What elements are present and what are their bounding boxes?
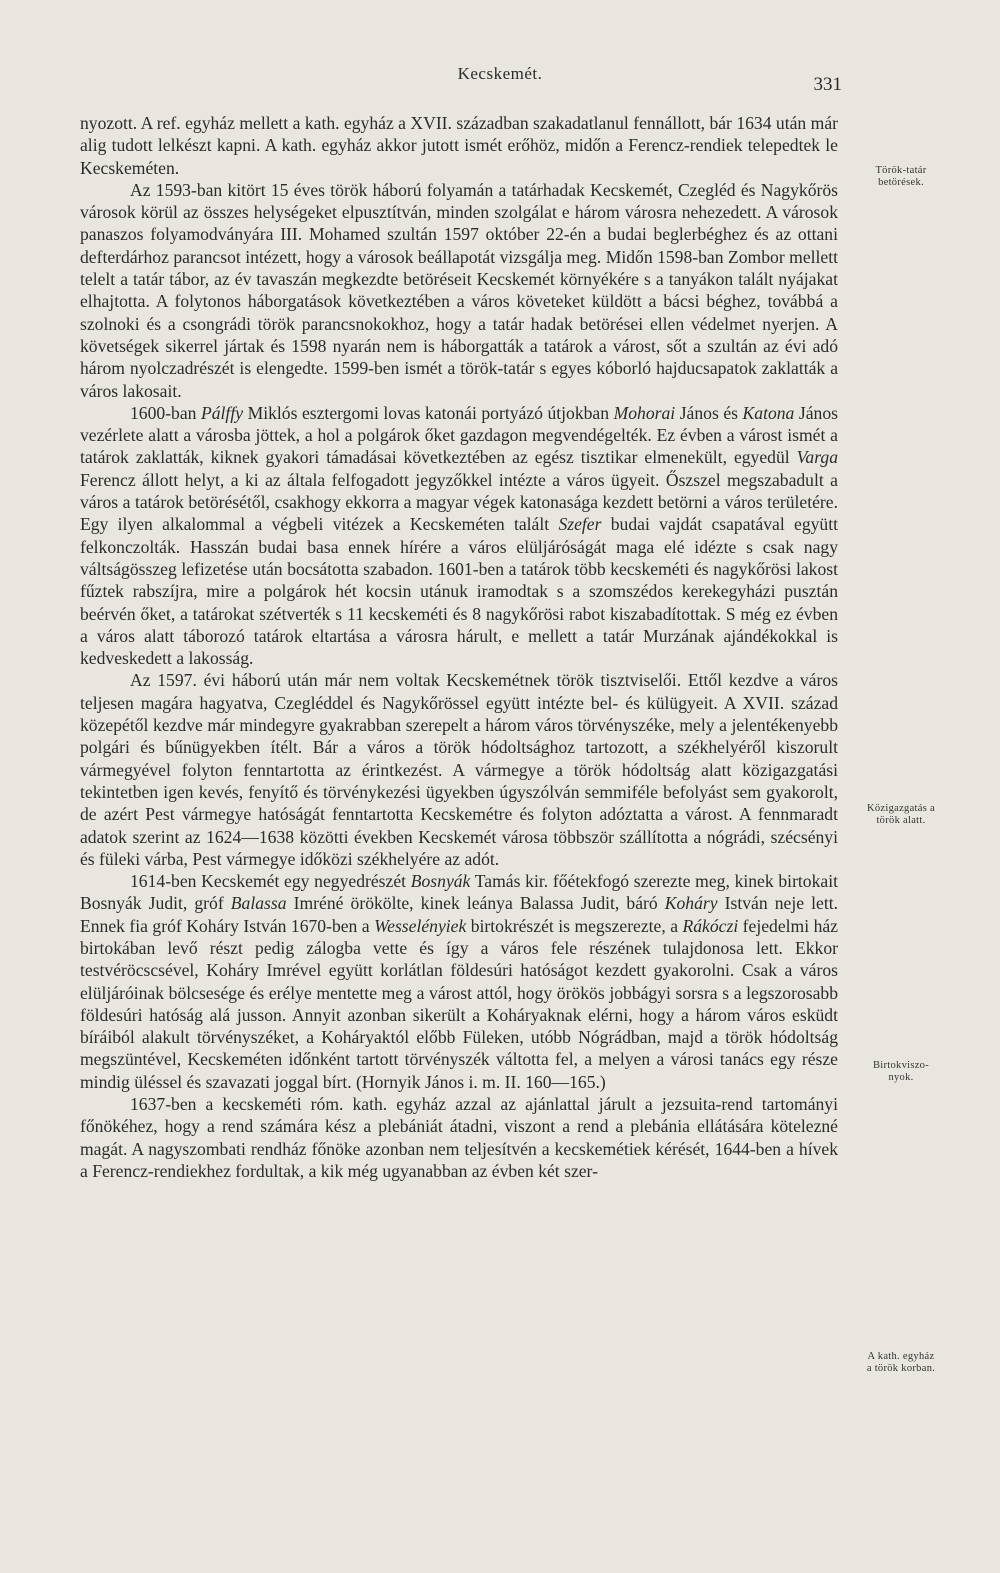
text-run: István neje lett. Ennek fia gróf Koháry István 1670-ben a (80, 893, 839, 936)
text-run: nyozott. A ref. egyház mellett a kath. egyház a XVII. században szakadatlanul fennállott, bár 1634 után már alig tudott lelkészt kapni. A kath. egyház akkor jutott ismét erőhöz, midőn a Ferencz-rendiek telepedtek le Kecskeméten. (80, 113, 838, 178)
italic-name: Szefer (558, 514, 602, 535)
side-note-catholic-church (842, 1351, 960, 1375)
italic-name: Varga (796, 447, 838, 468)
text-run: budai vajdát csapatával együtt felkonczolták. Hasszán budai basa ennek hírére a város elüljáróságát maga elé idézte s csak nagy váltságösszeg lefizetése után bocsátotta szabadon. 1601-ben a tatárok több kecskeméti és nagykőrösi lakost fűztek rabszíjra, mire a polgárok hét kocsin utánuk iramodtak s a szomszédos kerekegyházi pusztán beérvén őket, a tatárokat szétverték s 11 kecskeméti és 8 nagykőrösi rabot kiszabadítottak. S még ez évben a város alatt táborozó tatárok eltartása a városra hárult, e mellett a tatár Murzának ajándékokkal is kedveskedett a lakosság. (80, 514, 838, 669)
side-note-line: a török korban. (866, 1363, 936, 1374)
paragraph (80, 402, 838, 670)
side-note-administration (842, 803, 960, 827)
side-note-line: Török-tatár (875, 165, 927, 176)
side-note-line: nyok. (888, 1072, 914, 1083)
side-note-estates (842, 1060, 960, 1084)
running-title: Kecskemét. (457, 64, 543, 83)
text-run: 1637-ben a kecskeméti róm. kath. egyház azzal az ajánlattal járult a jezsuita-rend tartományi főnökéhez, hogy a rend számára kész a plebániát átadni, viszont a rend a plebánia ellátására kötelezné magát. A nagyszombati rendház főnöke azonban nem teljesítvén a kecskemétiek kérését, 1644-ben a hívek a Ferencz-rendiekhez fordultak, a kik még ugyanabban az évben két szer- (80, 1094, 838, 1181)
text-run: Tamás kir. főétekfogó szerezte meg, kinek birtokait Bosnyák Judit, gróf (80, 871, 838, 914)
text-run: János vezérlete alatt a városba jöttek, a hol a polgárok őket gazdagon megvendégelték. Ez évben a várost ismét a tatárok zaklatták, kiknek gyakori támadásai következtében az egész tisztikar elmenekült, egyedül (80, 402, 838, 468)
side-note-line: Közigazgatás a (866, 803, 936, 814)
text-run: birtokrészét is megszerezte, a (466, 915, 683, 936)
paragraph (80, 669, 838, 870)
body-text (80, 112, 838, 1182)
text-run: Az 1593-ban kitört 15 éves török háború folyamán a tatárhadak Kecskemét, Czegléd és Nagykőrös városok körül az összes helységeket elpusztítván, minden szolgálat e három városra nehezedett. A városok panaszos folyamodványára III. Mohamed szultán 1597 október 22-én a budai beglerbéghez és az ottani defterdárhoz parancsot intézett, hogy a városok beállapotát vizsgálja meg. Midőn 1598-ban Zombor mellett telelt a tatár tábor, az év tavaszán megkezdte betöréseit Kecskemét környékére s a tanyákon talált nyájakat elhajtotta. A folytonos háborgatások következtében a város követeket küldött a bácsi béghez, továbbá a szolnoki és a csongrádi török parancsnokokhoz, hogy a tatár hadak betörései ellen védelmet nyerjen. A követségek sikerrel jártak és 1598 nyarán nem is háborgatták a tatárok a várost, sőt a szultán az évi adó három nyolczadrészét is elengedte. 1599-ben ismét a török-tatár s egyes kóborló hajducsapatok zaklatták a város lakosait. (80, 179, 838, 401)
text-run: Az 1597. évi háború után már nem voltak Kecskemétnek török tisztviselői. Ettől kezdve a város teljesen magára hagyatva, Czegléddel és Nagykőrössel együtt intézte bel- és külügyeit. A XVII. század közepétől kezdve már mindegyre gyakrabban szerepelt a három város törvényszéke, mely a jelentékenyebb polgári és bűnügyekben ítélt. Bár a város a török hódoltsághoz tartozott, a székhelyéről kiszorult vármegyével folyton fenntartotta az érintkezést. A vármegye a török hódoltság alatt közigazgatási tekintetben igen kevés, fenyítő és törvénykezési ügyekben úgyszólván semmiféle befolyást sem gyakorolt, de azért Pest vármegye hatóságát fenntartotta Kecskemétre és folyton adóztatta a várost. A fennmaradt adatok szerint az 1624—1638 közötti években Kecskemét városa többször szállította a nógrádi, szécsényi és füleki várba, Pest vármegye időközi székhelyére az adót. (80, 670, 838, 869)
text-run: Miklós esztergomi lovas katonái portyázó útjokban (243, 402, 614, 423)
paragraph (80, 179, 838, 402)
paragraph (80, 870, 838, 1093)
italic-name: Wesselényiek (374, 915, 467, 936)
page-number: 331 (813, 74, 842, 95)
italic-name: Rákóczi (682, 915, 739, 936)
side-note-raids (842, 165, 960, 189)
side-note-line: betörések. (878, 177, 924, 188)
italic-name: Katona (742, 402, 795, 423)
text-run: Ferencz állott helyt, a ki az általa felfogadott jegyzőkkel intézte a város ügyeit. Őszszel megszabadult a város a tatárok betörésétől, csakhogy ekkorra a magyar végek katonasága kezdett betörni a város területére. Egy ilyen alkalommal a végbeli vitézek a Kecskeméten talált (80, 469, 838, 535)
side-note-line: török alatt. (876, 815, 926, 826)
paragraph (80, 112, 838, 179)
text-run: 1614-ben Kecskemét egy negyedrészét (130, 871, 411, 892)
italic-name: Mohorai (613, 402, 676, 423)
italic-name: Pálffy (201, 402, 244, 423)
paragraph (80, 1093, 838, 1182)
italic-name: Balassa (230, 893, 287, 914)
side-note-line: A kath. egyház (867, 1351, 935, 1362)
text-run: Imréné örökölte, kinek leánya Balassa Judit, báró (286, 893, 665, 914)
text-run: 1600-ban (130, 402, 201, 423)
text-run: fejedelmi ház birtokában levő részt pedig zálogba vette és így a város fele részének tulajdonosa lett. Ekkor testvéröcscsével, Koháry Imrével együtt korlátlan földesúri hatóságot kezdett gyakorolni. Csak a város elüljáróinak bölcsesége és erélye mentette meg a várost attól, hogy örökös jobbágyi sorsra s a legszorosabb földesúri hatóság alá jusson. Annyit azonban sikerült a Koháryaknak elérni, hogy a három város esküdt bíráiból alakult törvényszéket, a Koháryaktól előbb Füleken, utóbb Nógrádban, majd a török hódoltság megszüntével, Kecskeméten időnként tartott törvényszék váltotta fel, a melyen a városi tanács egy része mindig üléssel és szavazati joggal bírt. (Hornyik János i. m. II. 160—165.) (80, 915, 838, 1092)
italic-name: Koháry (664, 893, 718, 914)
italic-name: Bosnyák (410, 871, 471, 892)
text-run: János és (675, 402, 743, 423)
side-note-line: Birtokviszo- (872, 1060, 930, 1071)
